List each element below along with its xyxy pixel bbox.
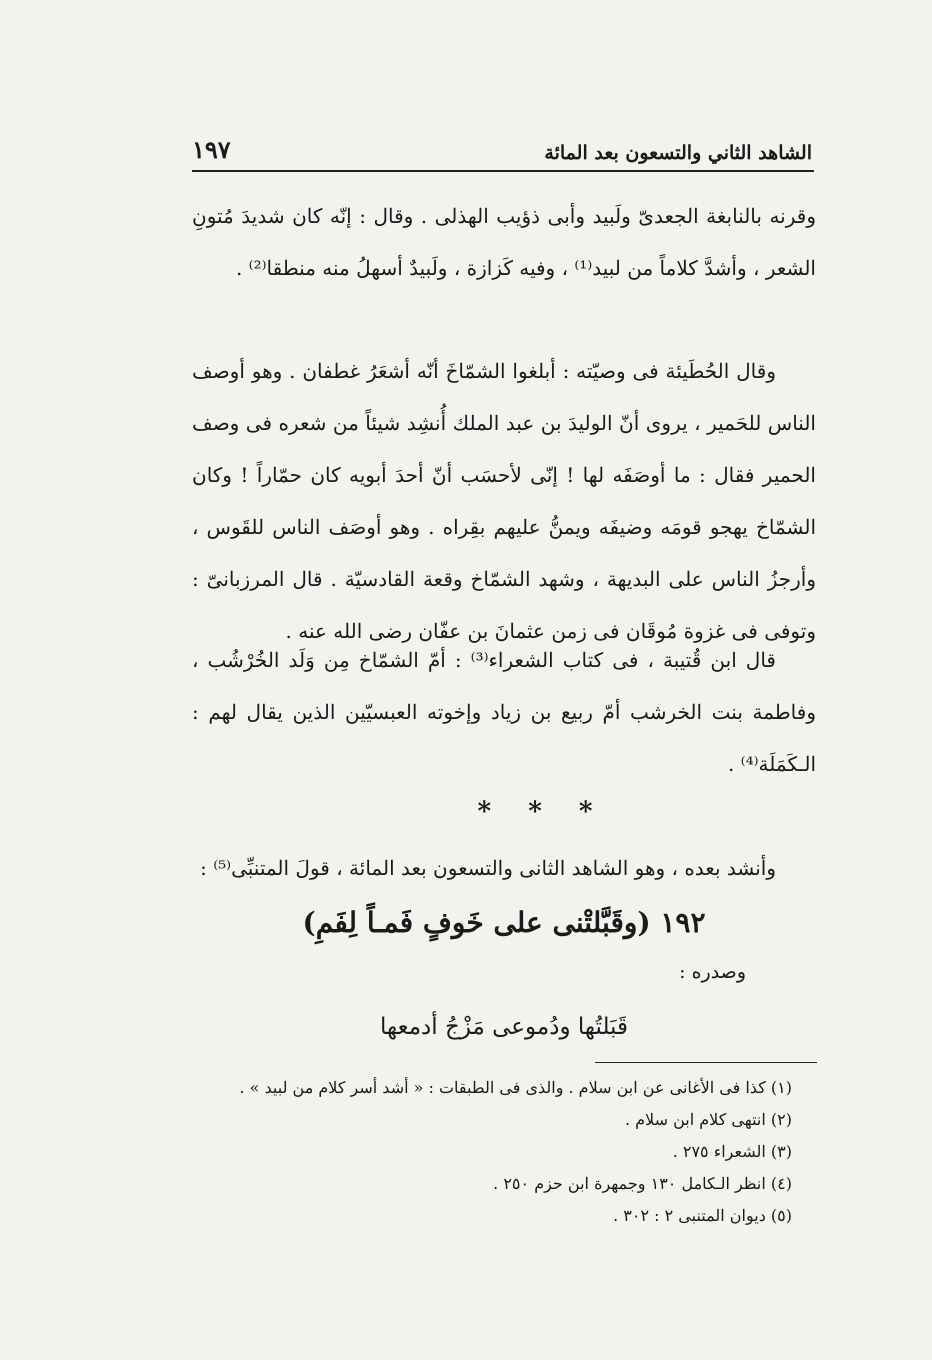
- sadr-label: وصدره :: [679, 961, 746, 983]
- paragraph-3: قال ابن قُتيبة ، فى كتاب الشعراء⁽³⁾ : أمّ الشمّاخ مِن وَلَد الخُرْشُب ، وفاطمة بنت الخرشب أمّ ربيع بن زياد وإخوته العبسيّين الذين يقال لهم : الـكَمَلَة⁽⁴⁾ .: [192, 648, 816, 776]
- page-number: ١٩٧: [192, 135, 231, 164]
- footnote-2: (٢) انتهى كلام ابن سلام .: [624, 1110, 792, 1129]
- footnotes: [192, 1072, 816, 1232]
- sadr-verse: قَبَلتُها ودُموعى مَزْجُ أدمعها: [380, 1014, 628, 1040]
- verse-heading: ١٩٢ (وقَبَّلتْنى على خَوفٍ فَمـاً لِفَمِ): [302, 906, 706, 939]
- footnote-1: (١) كذا فى الأغانى عن ابن سلام . والذى فى الطبقات : « أشد أسر كلام من لبيد » .: [239, 1078, 792, 1097]
- header-rule: [192, 170, 814, 172]
- footnote-5: (٥) ديوان المتنبى ٢ : ٣٠٢ .: [613, 1206, 792, 1225]
- verse-intro: وأنشد بعده ، وهو الشاهد الثانى والتسعون بعد المائة ، قولَ المتنبِّى⁽⁵⁾ :: [200, 856, 776, 880]
- footnote-rule: [595, 1062, 817, 1063]
- footnote-4: (٤) انظر الـكامل ١٣٠ وجمهرة ابن حزم ٢٥٠ .: [493, 1174, 792, 1193]
- section-separator: * * *: [477, 797, 607, 827]
- paragraph-2: وقال الحُطَيئة فى وصيّته : أبلغوا الشمّاخَ أنّه أشعَرُ غطفان . وهو أوصف الناس للحَمير ، يروى أنّ الوليدَ بن عبد الملك أُنشِد شيئاً من شعره فى وصف الحمير فقال : ما أوصَفَه لها ! إنّى لأحسَب أنّ أحدَ أبويه كان حمّاراً ! وكان الشمّاخ يهجو قومَه وضيفَه ويمنُّ عليهم بقِراه . وهو أوصَف الناس للقَوس ، وأرجزُ الناس على البديهة ، وشهد الشمّاخ وقعة القادسيّة . قال المرزبانىّ : وتوفى فى غزوة مُوقَان فى زمن عثمانَ بن عفّان رضى الله عنه .: [192, 359, 816, 643]
- footnote-3: (٣) الشعراء ٢٧٥ .: [672, 1142, 792, 1161]
- paragraph-1: وقرنه بالنابغة الجعدىّ ولَبيد وأبى ذؤيب الهذلى . وقال : إنّه كان شديدَ مُتونِ الشعر ، وأشدَّ كلاماً من لبيد⁽¹⁾ ، وفيه كَزازة ، ولَبيدٌ أسهلُ منه منطقا⁽²⁾ .: [192, 204, 817, 280]
- page-header: [192, 128, 812, 164]
- running-title: الشاهد الثاني والتسعون بعد المائة: [544, 142, 812, 164]
